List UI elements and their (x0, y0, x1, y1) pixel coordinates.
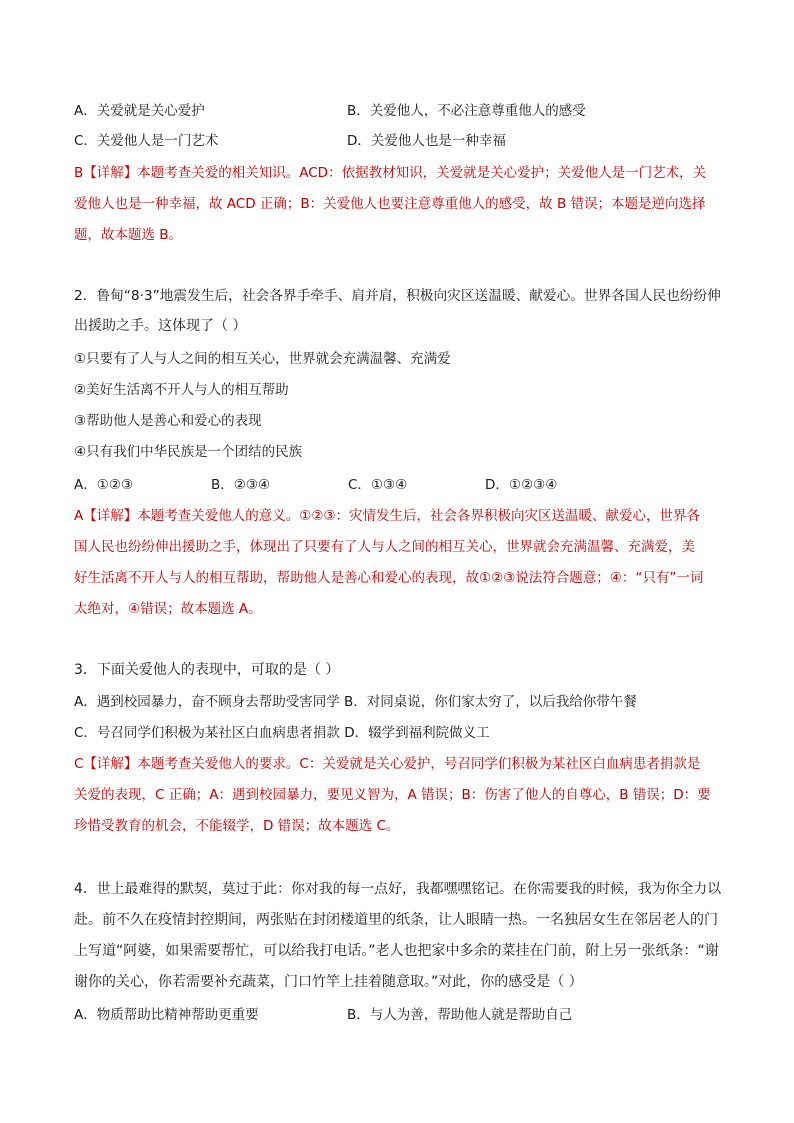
q4-stem-line: 上写道“阿婆，如果需要帮忙，可以给我打电话。”老人也把家中多余的菜挂在门前，附上另一张纸条：“谢 (74, 943, 719, 959)
q4-option-a: A．物质帮助比精神帮助更重要 (74, 1007, 259, 1023)
q1-analysis-line: B【详解】本题考查关爱的相关知识。ACD：依据教材知识，关爱就是关心爱护；关爱他人是一门艺术，关 (74, 165, 707, 181)
q4-stem-line: 谢你的关心，你若需要补充蔬菜，门口竹竿上挂着随意取。”对此，你的感受是（ ） (74, 974, 583, 990)
q4-stem-line: 4．世上最难得的默契，莫过于此：你对我的每一点好，我都嘿嘿铭记。在你需要我的时候，我为你全力以 (74, 881, 722, 897)
q2-stem-line: 2．鲁甸“8·3”地震发生后，社会各界手牵手、肩并肩，积极向灾区送温暖、献爱心。世界各国人民也纷纷伸 (74, 288, 721, 304)
q1-option-a: A．关爱就是关心爱护 (74, 103, 205, 119)
q2-analysis-line: 好生活离不开人与人的相互帮助，帮助他人是善心和爱心的表现，故①②③说法符合题意；④：“只有”一词 (74, 570, 704, 586)
q1-analysis-line: 题，故本题选 B。 (74, 227, 183, 243)
q2-statement: ③帮助他人是善心和爱心的表现 (74, 413, 262, 429)
q2-analysis-line: 太绝对，④错误；故本题选 A。 (74, 601, 262, 617)
q3-stem: 3．下面关爱他人的表现中，可取的是（ ） (74, 662, 340, 678)
q1-option-d: D．关爱他人也是一种幸福 (347, 133, 506, 149)
q2-option-a: A．①②③ (74, 477, 134, 493)
q2-statement: ④只有我们中华民族是一个团结的民族 (74, 444, 303, 460)
q2-option-d: D．①②③④ (485, 477, 558, 493)
q2-analysis-line: 国人民也纷纷伸出援助之手，体现出了只要有了人与人之间的相互关心，世界就会充满温馨、充满爱，美 (74, 539, 695, 555)
q4-stem-line: 赴。前不久在疫情封控期间，两张贴在封闭楼道里的纸条，让人眼睛一热。一名独居女生在邻居老人的门 (74, 912, 718, 928)
q3-options-line: C．号召同学们积极为某社区白血病患者捐款 D．辍学到福利院做义工 (74, 725, 490, 741)
q1-analysis-line: 爱他人也是一种幸福，故 ACD 正确；B：关爱他人也要注意尊重他人的感受，故 B 错误；本题是逆向选择 (74, 196, 706, 212)
q1-option-b: B．关爱他人，不必注意尊重他人的感受 (347, 103, 586, 119)
q2-option-c: C．①③④ (348, 477, 408, 493)
q3-options-line: A．遇到校园暴力，奋不顾身去帮助受害同学 B．对同桌说，你们家太穷了，以后我给你带午餐 (74, 694, 637, 710)
q4-option-b: B．与人为善，帮助他人就是帮助自己 (347, 1007, 573, 1023)
q3-analysis-line: C【详解】本题考查关爱他人的要求。C：关爱就是关心爱护，号召同学们积极为某社区白血病患者捐款是 (74, 756, 701, 772)
q3-analysis-line: 关爱的表现，C 正确；A：遇到校园暴力，要见义智为，A 错误；B：伤害了他人的自尊心，B 错误；D：要 (74, 787, 711, 803)
q2-analysis-line: A【详解】本题考查关爱他人的意义。①②③：灾情发生后，社会各界积极向灾区送温暖、献爱心，世界各 (74, 508, 701, 524)
q2-statement: ②美好生活离不开人与人的相互帮助 (74, 382, 289, 398)
q2-option-b: B．②③④ (211, 477, 271, 493)
q1-option-c: C．关爱他人是一门艺术 (74, 133, 219, 149)
q2-stem-line: 出援助之手。这体现了（ ） (74, 318, 247, 334)
q2-statement: ①只要有了人与人之间的相互关心，世界就会充满温馨、充满爱 (74, 351, 451, 367)
q3-analysis-line: 珍惜受教育的机会，不能辍学，D 错误；故本题选 C。 (74, 818, 400, 834)
